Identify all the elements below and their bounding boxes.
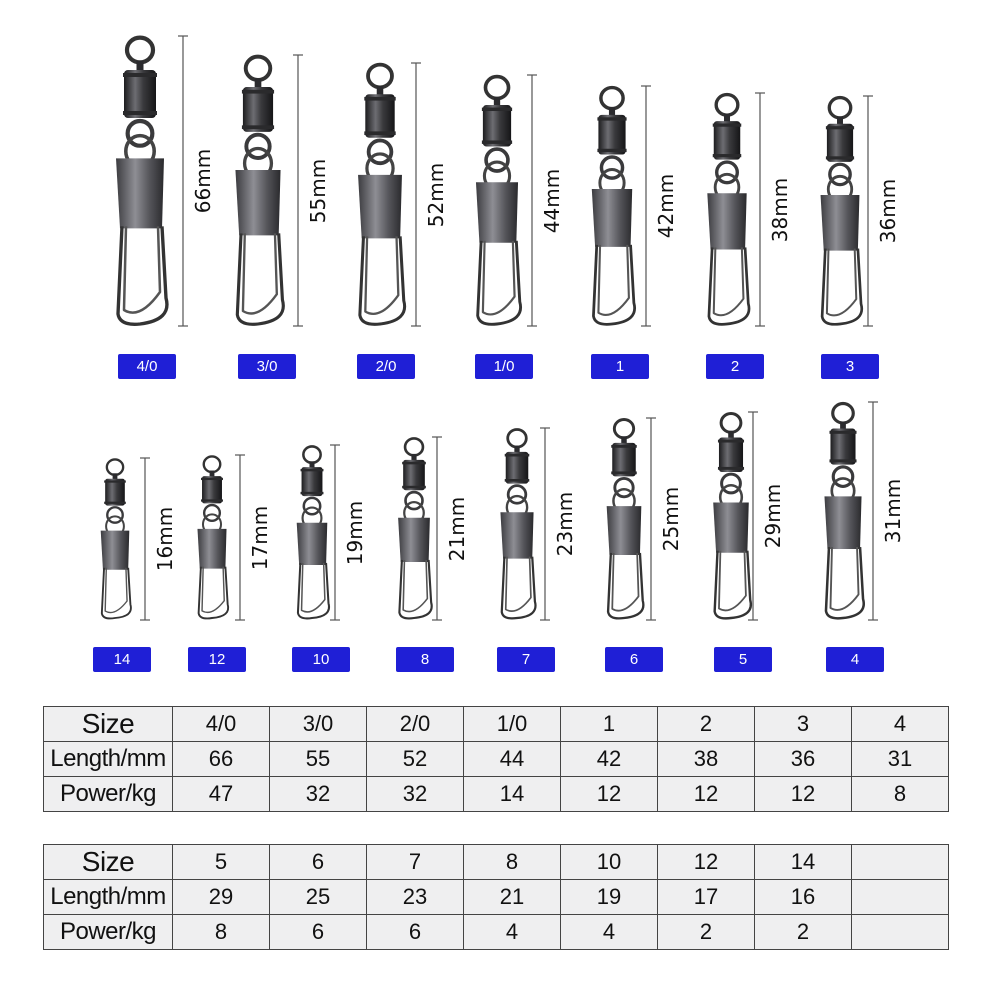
cell-power: 14: [464, 777, 561, 812]
cell-size: 5: [173, 845, 270, 880]
dimension-line: [755, 93, 765, 326]
swivel-snap: [235, 57, 283, 325]
snap-plate: [197, 529, 226, 569]
swivel-snap: [607, 419, 644, 618]
length-label: 29mm: [761, 483, 785, 549]
cell-power: 2: [755, 915, 852, 950]
dimension-line: [641, 86, 651, 326]
table-row-size: [44, 707, 949, 742]
swivel-snap: [713, 413, 751, 618]
size-badge: 10: [292, 647, 350, 672]
barrel: [827, 124, 853, 162]
size-badge: 8: [396, 647, 454, 672]
cell-size: 7: [367, 845, 464, 880]
cell-size: 12: [658, 845, 755, 880]
size-badge: 5: [714, 647, 772, 672]
cell-power: [852, 915, 949, 950]
size-badge: 4/0: [118, 354, 176, 379]
swivel-snap: [592, 88, 635, 325]
swivel-snap: [500, 429, 535, 618]
size-badge: 2/0: [357, 354, 415, 379]
swivel-snap: [821, 98, 862, 325]
snap-plate: [707, 193, 746, 249]
length-label: 19mm: [343, 500, 367, 565]
dimension-line: [863, 96, 873, 326]
dimension-line: [140, 458, 150, 620]
cell-size: 4/0: [173, 707, 270, 742]
barrel: [612, 443, 636, 476]
cell-length: 25: [270, 880, 367, 915]
cell-size: 10: [561, 845, 658, 880]
length-label: 66mm: [191, 148, 215, 214]
cell-power: 12: [561, 777, 658, 812]
length-label: 55mm: [306, 158, 330, 223]
size-badge: 3: [821, 354, 879, 379]
snap-plate: [235, 170, 280, 235]
cell-length: 52: [367, 742, 464, 777]
barrel: [105, 479, 125, 506]
table-row-length: [44, 880, 949, 915]
swivel-snap: [358, 65, 405, 325]
snap-plate: [476, 182, 518, 243]
cell-length: 23: [367, 880, 464, 915]
length-label: 36mm: [876, 178, 900, 244]
barrel: [365, 94, 394, 138]
snap-plate: [297, 523, 328, 565]
cell-size: 8: [464, 845, 561, 880]
row-header-size: Size: [44, 845, 173, 880]
swivel-snap: [824, 404, 863, 619]
dimension-line: [235, 455, 245, 620]
cell-size: 3/0: [270, 707, 367, 742]
cell-size: 3: [755, 707, 852, 742]
snap-plate: [358, 175, 402, 238]
length-label: 25mm: [659, 486, 683, 552]
cell-size: 2: [658, 707, 755, 742]
snap-plate: [592, 189, 632, 247]
barrel: [719, 438, 743, 472]
cell-length: 19: [561, 880, 658, 915]
barrel: [302, 467, 323, 496]
dimension-line: [330, 445, 340, 620]
cell-power: 2: [658, 915, 755, 950]
dimension-line: [293, 55, 303, 326]
cell-size: 6: [270, 845, 367, 880]
length-label: 21mm: [445, 496, 469, 561]
snap-plate: [824, 496, 861, 549]
length-label: 42mm: [654, 173, 678, 239]
size-badge: 3/0: [238, 354, 296, 379]
size-badge: 2: [706, 354, 764, 379]
cell-size: 4: [852, 707, 949, 742]
dimension-line: [646, 418, 656, 620]
size-badge: 1/0: [475, 354, 533, 379]
cell-length: 42: [561, 742, 658, 777]
row-header-power: Power/kg: [44, 915, 173, 950]
barrel: [243, 87, 273, 132]
cell-size: 1: [561, 707, 658, 742]
cell-power: 12: [658, 777, 755, 812]
cell-power: 47: [173, 777, 270, 812]
spec-table-2: [43, 844, 949, 950]
length-label: 31mm: [881, 478, 905, 544]
barrel: [202, 476, 222, 503]
cell-power: 8: [173, 915, 270, 950]
length-label: 17mm: [248, 505, 272, 570]
swivel-snap: [707, 95, 749, 325]
row-header-length: Length/mm: [44, 742, 173, 777]
table-row-power: [44, 915, 949, 950]
size-badge: 4: [826, 647, 884, 672]
cell-length: 36: [755, 742, 852, 777]
snap-plate: [500, 512, 533, 558]
table-row-length: [44, 742, 949, 777]
length-label: 23mm: [553, 491, 577, 557]
cell-length: 66: [173, 742, 270, 777]
cell-length: 38: [658, 742, 755, 777]
size-badge: 7: [497, 647, 555, 672]
cell-length: 21: [464, 880, 561, 915]
barrel: [714, 121, 740, 160]
barrel: [403, 460, 425, 490]
dimension-line: [868, 402, 878, 620]
row-header-length: Length/mm: [44, 880, 173, 915]
cell-size: 1/0: [464, 707, 561, 742]
snap-plate: [101, 531, 130, 570]
dimension-line: [178, 36, 188, 326]
cell-power: 4: [561, 915, 658, 950]
dimension-line: [432, 437, 442, 620]
swivel-snap: [101, 459, 131, 618]
table-row-power: [44, 777, 949, 812]
barrel: [124, 70, 156, 118]
dimension-line: [527, 75, 537, 326]
cell-power: 12: [755, 777, 852, 812]
swivel-snap: [297, 446, 329, 618]
size-badge: 12: [188, 647, 246, 672]
row-header-size: Size: [44, 707, 173, 742]
cell-size: 14: [755, 845, 852, 880]
barrel: [598, 115, 625, 155]
cell-power: 32: [270, 777, 367, 812]
cell-power: 6: [367, 915, 464, 950]
dimension-line: [540, 428, 550, 620]
cell-length: 17: [658, 880, 755, 915]
length-label: 44mm: [540, 168, 564, 233]
barrel: [830, 429, 855, 465]
barrel: [483, 105, 511, 147]
cell-size: 2/0: [367, 707, 464, 742]
snap-plate: [821, 195, 860, 251]
swivel-snap: [398, 438, 432, 618]
cell-length: 29: [173, 880, 270, 915]
cell-power: 32: [367, 777, 464, 812]
cell-length: [852, 880, 949, 915]
size-badge: 14: [93, 647, 151, 672]
length-label: 52mm: [424, 162, 448, 227]
cell-size: [852, 845, 949, 880]
size-badge: 6: [605, 647, 663, 672]
length-label: 38mm: [768, 177, 792, 242]
spec-table-1: [43, 706, 949, 812]
snap-plate: [398, 518, 430, 562]
row-header-power: Power/kg: [44, 777, 173, 812]
cell-length: 31: [852, 742, 949, 777]
snap-plate: [713, 503, 749, 553]
cell-length: 55: [270, 742, 367, 777]
cell-power: 8: [852, 777, 949, 812]
swivel-snap: [197, 456, 228, 618]
snap-plate: [116, 158, 164, 228]
table-row-size: [44, 845, 949, 880]
dimension-line: [411, 63, 421, 326]
cell-length: 44: [464, 742, 561, 777]
snap-plate: [607, 506, 642, 555]
cell-power: 4: [464, 915, 561, 950]
cell-power: 6: [270, 915, 367, 950]
cell-length: 16: [755, 880, 852, 915]
barrel: [506, 452, 529, 484]
swivel-snap: [116, 38, 167, 325]
length-label: 16mm: [153, 506, 177, 572]
size-badge: 1: [591, 354, 649, 379]
swivel-snap: [476, 77, 521, 325]
